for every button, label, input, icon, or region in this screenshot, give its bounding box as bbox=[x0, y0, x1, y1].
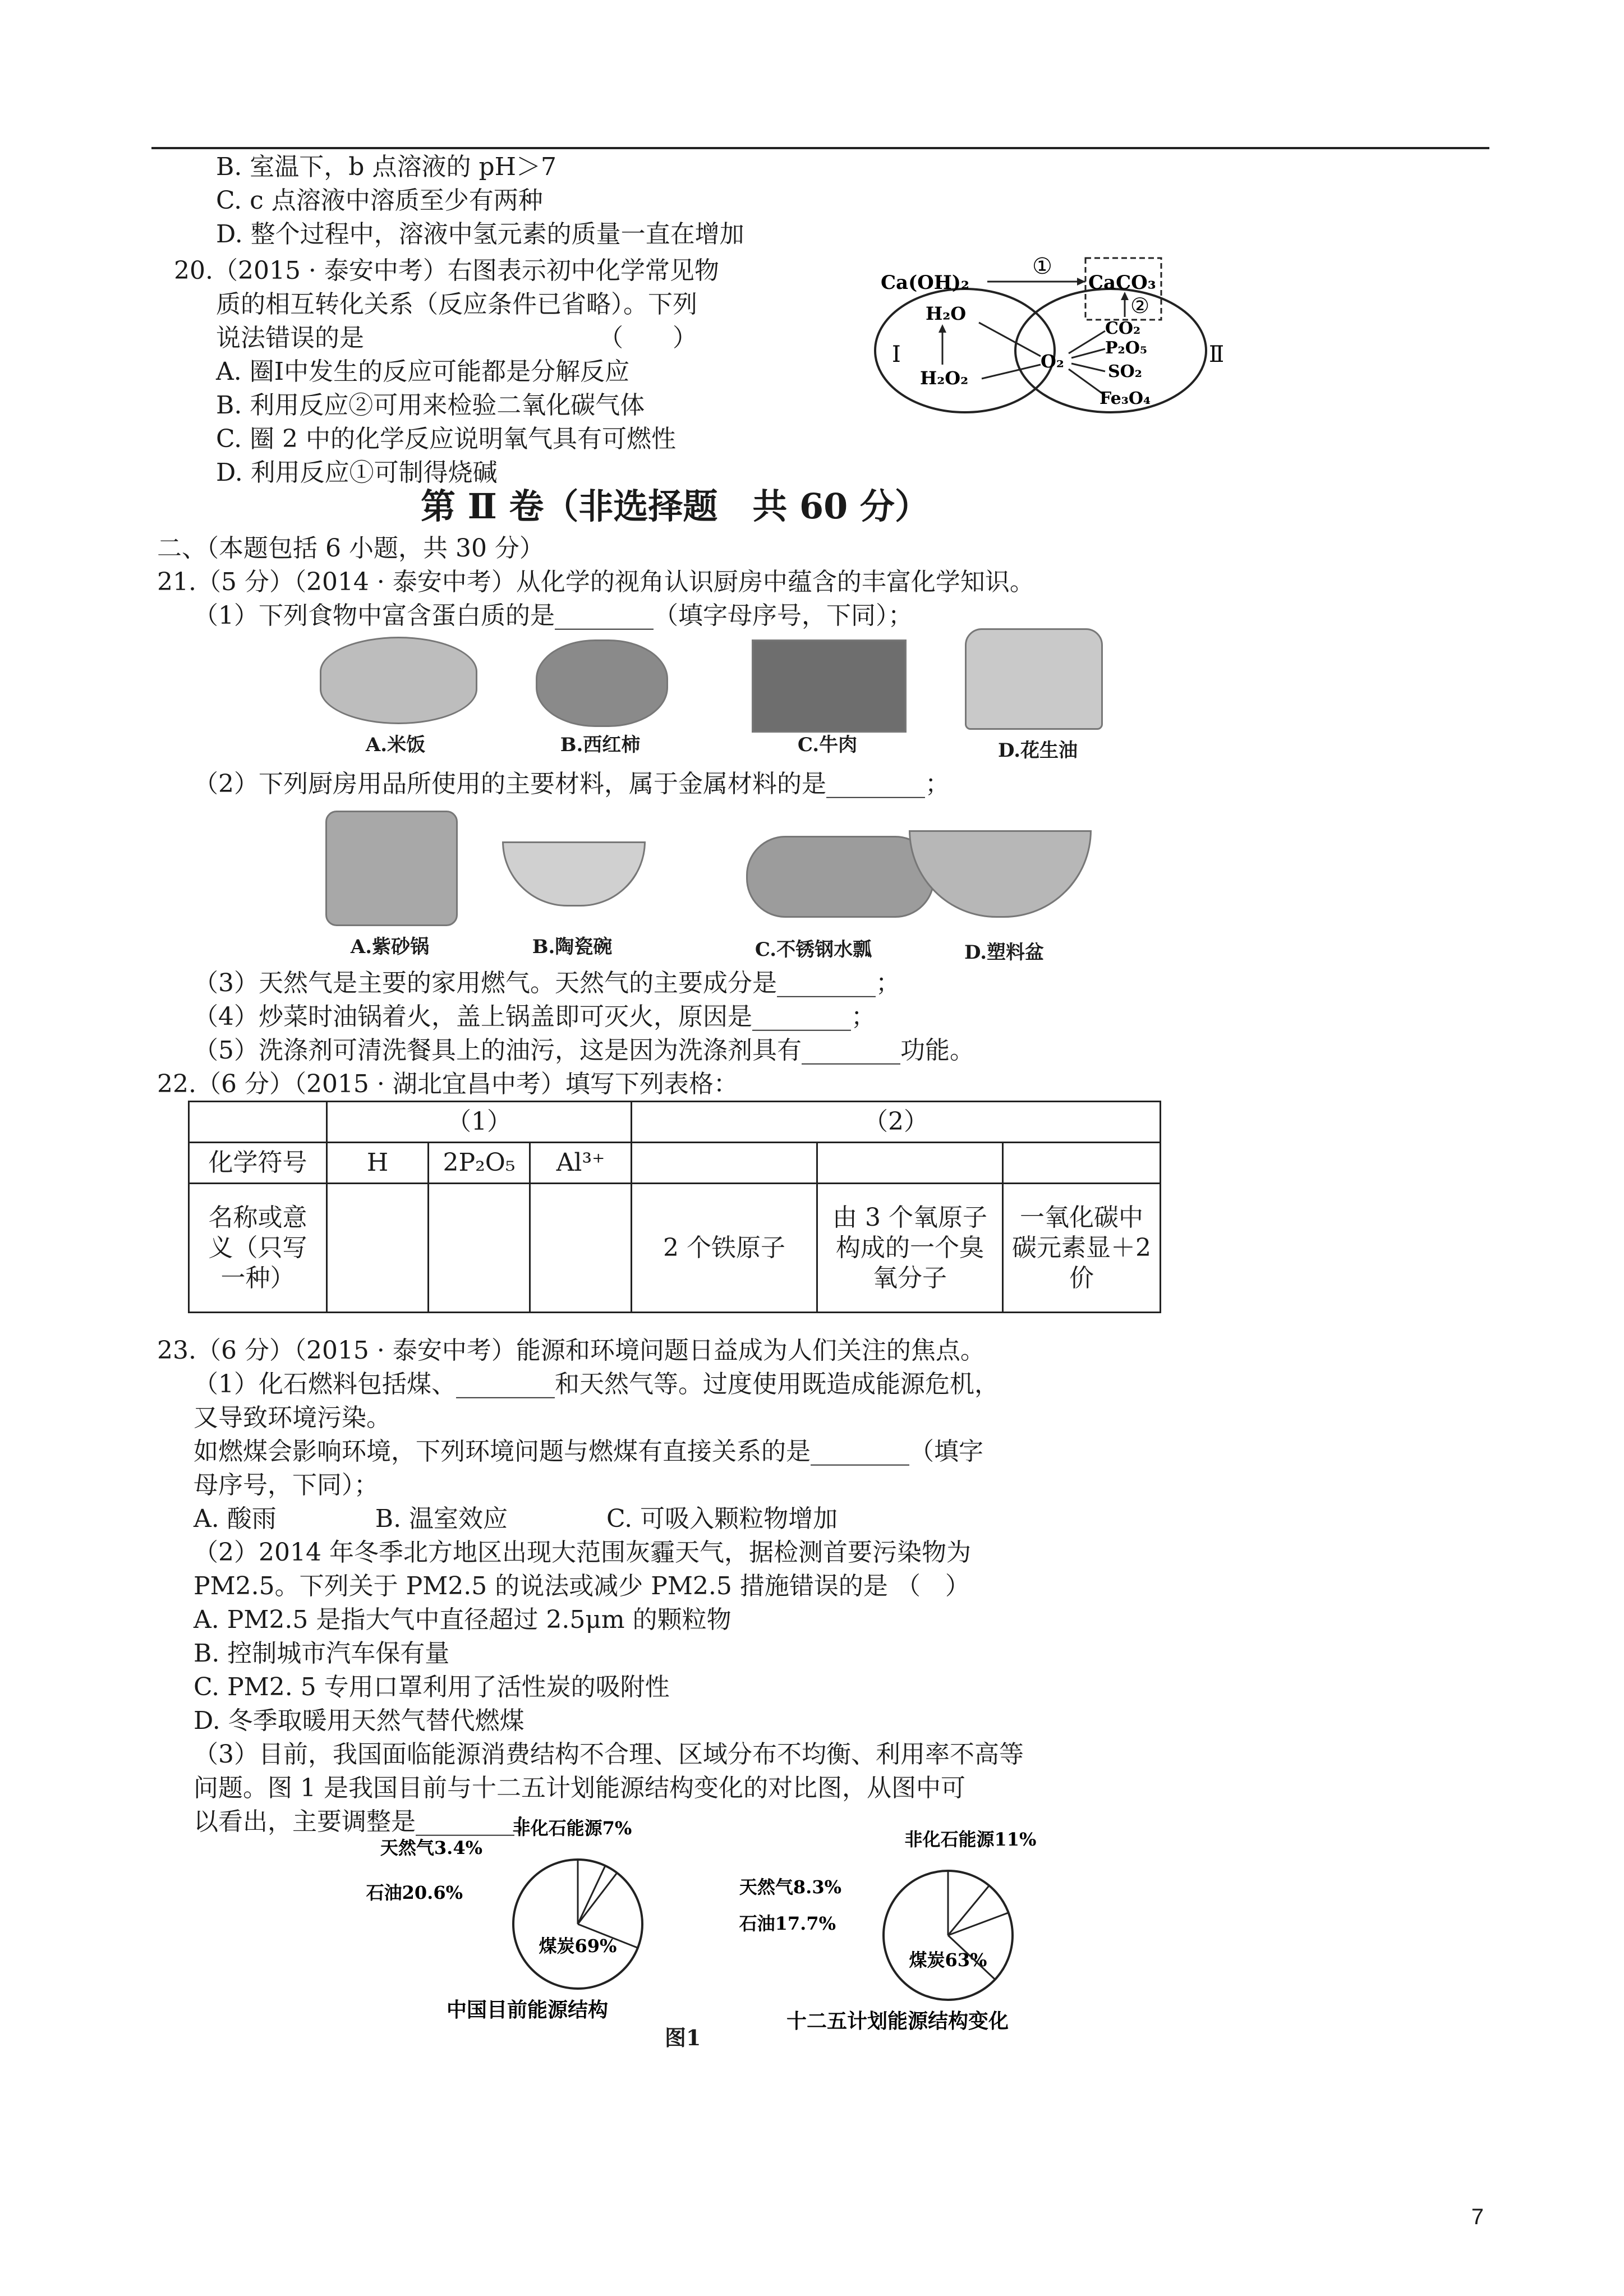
rice-image bbox=[320, 637, 477, 724]
meaning-answer-cell bbox=[530, 1184, 632, 1313]
section-title: 第 Ⅱ 卷（非选择题 共 60 分） bbox=[421, 486, 930, 527]
symbol-answer-cell bbox=[1003, 1143, 1161, 1184]
q23-line: 23.（6 分）（2015 · 泰安中考）能源和环境问题日益成为人们关注的焦点。 bbox=[157, 1336, 985, 1365]
o2-label: O₂ bbox=[1041, 351, 1064, 372]
q20-diagram bbox=[869, 247, 1251, 438]
q21-sub3: （3）天然气是主要的家用燃气。天然气的主要成分是________； bbox=[194, 969, 900, 997]
slice-gas-label: 天然气8.3% bbox=[739, 1876, 841, 1898]
item-caption-c: C.不锈钢水瓢 bbox=[755, 938, 872, 961]
symbol-cell: 2P₂O₅ bbox=[429, 1143, 530, 1184]
page-number: 7 bbox=[1471, 2205, 1484, 2229]
q20-line: 20.（2015 · 泰安中考）右图表示初中化学常见物 bbox=[174, 256, 719, 285]
meaning-cell: 一氧化碳中碳元素显＋2 价 bbox=[1003, 1184, 1161, 1313]
q19-option-b: B. 室温下，b 点溶液的 pH＞7 bbox=[216, 153, 556, 181]
symbol-cell: Al³⁺ bbox=[530, 1143, 632, 1184]
pie-plan-title: 十二五计划能源结构变化 bbox=[786, 2009, 1009, 2031]
q23-options-1: A. 酸雨 B. 温室效应 C. 可吸入颗粒物增加 bbox=[194, 1504, 838, 1533]
q21-sub1: （1）下列食物中富含蛋白质的是________（填字母序号，下同）； bbox=[194, 601, 913, 630]
table-corner bbox=[189, 1102, 327, 1143]
beef-image bbox=[752, 639, 907, 733]
item-caption-d: D.塑料盆 bbox=[964, 941, 1045, 964]
q23-option-c: C. PM2. 5 专用口罩利用了活性炭的吸附性 bbox=[194, 1673, 670, 1701]
reaction-2-label: ② bbox=[1130, 293, 1150, 318]
ring-2-label: Ⅱ bbox=[1209, 342, 1225, 367]
q23-option-d: D. 冬季取暖用天然气替代燃煤 bbox=[194, 1706, 525, 1735]
q23-option-b: B. 控制城市汽车保有量 bbox=[194, 1639, 450, 1668]
q20-line: 说法错误的是 （ ） bbox=[216, 324, 697, 352]
energy-pie-charts bbox=[365, 1818, 1083, 2031]
h2o2-label: H₂O₂ bbox=[920, 367, 969, 389]
steel-ladle-image bbox=[746, 836, 935, 918]
co2-label: CO₂ bbox=[1105, 319, 1141, 338]
food-caption-b: B.西红柿 bbox=[560, 734, 641, 756]
meaning-answer-cell bbox=[327, 1184, 429, 1313]
q20-option-d: D. 利用反应①可制得烧碱 bbox=[216, 458, 498, 487]
fe3o4-label: Fe₃O₄ bbox=[1099, 389, 1151, 408]
q23-line: 以看出，主要调整是________； bbox=[194, 1807, 539, 1836]
slice-coal-label: 煤炭69% bbox=[539, 1935, 617, 1957]
q19-option-d: D. 整个过程中，溶液中氢元素的质量一直在增加 bbox=[216, 220, 744, 249]
ceramic-bowl-image bbox=[502, 841, 646, 907]
q20-option-c: C. 圈 2 中的化学反应说明氧气具有可燃性 bbox=[216, 425, 677, 453]
q22-intro: 22.（6 分）（2015 · 湖北宜昌中考）填写下列表格： bbox=[157, 1070, 738, 1098]
reaction-1-label: ① bbox=[1032, 254, 1052, 279]
food-caption-d: D.花生油 bbox=[997, 739, 1078, 762]
slice-nonfossil-label: 非化石能源7% bbox=[512, 1818, 632, 1839]
q19-option-c: C. c 点溶液中溶质至少有两种 bbox=[216, 186, 543, 215]
slice-oil-label: 石油17.7% bbox=[739, 1913, 836, 1934]
q22-table bbox=[188, 1101, 1161, 1313]
tomato-image bbox=[536, 639, 668, 727]
pie-current bbox=[366, 1818, 642, 1989]
q21-sub5: （5）洗涤剂可清洗餐具上的油污，这是因为洗涤剂具有________功能。 bbox=[194, 1036, 974, 1065]
row-label-symbol: 化学符号 bbox=[189, 1143, 327, 1184]
slice-coal-label: 煤炭63% bbox=[909, 1949, 987, 1971]
q23-line: 问题。图 1 是我国目前与十二五计划能源结构变化的对比图，从图中可 bbox=[194, 1774, 965, 1802]
meaning-cell: 由 3 个氧原子构成的一个臭氧分子 bbox=[817, 1184, 1003, 1313]
item-caption-b: B.陶瓷碗 bbox=[532, 936, 613, 958]
symbol-answer-cell bbox=[632, 1143, 817, 1184]
q23-line: 母序号，下同）； bbox=[194, 1471, 379, 1499]
h2o-label: H₂O bbox=[926, 303, 967, 324]
table-header-2: （2） bbox=[632, 1102, 1161, 1143]
slice-nonfossil-label: 非化石能源11% bbox=[904, 1829, 1037, 1850]
q23-line: （3）目前，我国面临能源消费结构不合理、区域分布不均衡、利用率不高等 bbox=[194, 1740, 1024, 1769]
q23-line: PM2.5。下列关于 PM2.5 的说法或减少 PM2.5 措施错误的是 （ ） bbox=[194, 1572, 970, 1600]
row-label-meaning: 名称或意义（只写一种） bbox=[189, 1184, 327, 1313]
q20-option-a: A. 圈Ⅰ中发生的反应可能都是分解反应 bbox=[216, 357, 630, 386]
part2-intro: 二、（本题包括 6 小题，共 30 分） bbox=[157, 534, 544, 563]
item-caption-a: A.紫砂锅 bbox=[350, 936, 430, 958]
clay-pot-image bbox=[325, 811, 458, 926]
q21-sub2: （2）下列厨房用品所使用的主要材料，属于金属材料的是________； bbox=[194, 770, 950, 798]
caoh2-label: Ca(OH)₂ bbox=[881, 272, 969, 294]
meaning-answer-cell bbox=[429, 1184, 530, 1313]
food-caption-c: C.牛肉 bbox=[797, 734, 858, 756]
header-rule bbox=[151, 147, 1489, 149]
symbol-answer-cell bbox=[817, 1143, 1003, 1184]
slice-gas-label: 天然气3.4% bbox=[380, 1837, 482, 1858]
table-header-1: （1） bbox=[327, 1102, 632, 1143]
q23-line: （2）2014 年冬季北方地区出现大范围灰霾天气，据检测首要污染物为 bbox=[194, 1538, 971, 1567]
q20-option-b: B. 利用反应②可用来检验二氧化碳气体 bbox=[216, 391, 645, 420]
pie-current-title: 中国目前能源结构 bbox=[446, 1998, 609, 2022]
p2o5-label: P₂O₅ bbox=[1105, 338, 1147, 358]
symbol-cell: H bbox=[327, 1143, 429, 1184]
q21-intro: 21.（5 分）（2014 · 泰安中考）从化学的视角认识厨房中蕴含的丰富化学知识。 bbox=[157, 568, 1034, 596]
q21-sub4: （4）炒菜时油锅着火，盖上锅盖即可灭火，原因是________； bbox=[194, 1002, 876, 1031]
meaning-cell: 2 个铁原子 bbox=[632, 1184, 817, 1313]
so2-label: SO₂ bbox=[1108, 362, 1142, 381]
q20-line: 质的相互转化关系（反应条件已省略）。下列 bbox=[216, 290, 697, 319]
figure-caption: 图1 bbox=[665, 2025, 701, 2050]
caco3-label: CaCO₃ bbox=[1088, 272, 1156, 294]
q23-line: 又导致环境污染。 bbox=[194, 1404, 391, 1432]
q23-option-a: A. PM2.5 是指大气中直径超过 2.5μm 的颗粒物 bbox=[194, 1605, 732, 1634]
food-caption-a: A.米饭 bbox=[365, 734, 426, 756]
ring-1-label: Ⅰ bbox=[892, 342, 901, 367]
pie-plan bbox=[739, 1829, 1037, 2000]
plastic-basin-image bbox=[909, 830, 1092, 918]
q23-line: 如燃煤会影响环境，下列环境问题与燃煤有直接关系的是________（填字 bbox=[194, 1437, 983, 1466]
slice-oil-label: 石油20.6% bbox=[366, 1882, 463, 1903]
q23-line: （1）化石燃料包括煤、________和天然气等。过度使用既造成能源危机， bbox=[194, 1370, 999, 1398]
peanut-oil-image bbox=[965, 628, 1103, 730]
